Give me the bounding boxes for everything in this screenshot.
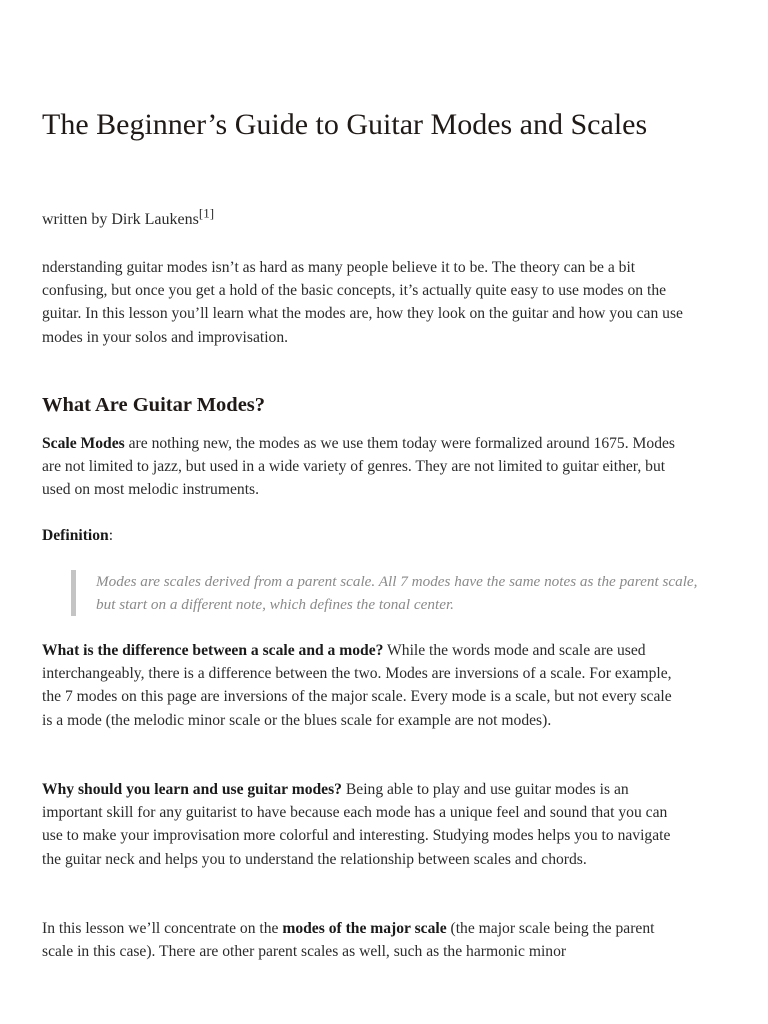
page-title: The Beginner’s Guide to Guitar Modes and Scales xyxy=(42,108,648,141)
scale-modes-term: Scale Modes xyxy=(42,435,125,452)
why-text: Being able to play and use guitar modes is an important skill for any guitarist to have because each mode has a unique feel and sound that you can use to make your improvisation more colorful and interesting. Studying modes helps you to navigate the guitar neck and helps you to understand the relationship between scales and chords. xyxy=(42,781,671,868)
difference-paragraph xyxy=(42,639,684,732)
section-heading: What Are Guitar Modes? xyxy=(42,394,266,416)
intro-paragraph: nderstanding guitar modes isn’t as hard as many people believe it to be. The theory can be a bit confusing, but once you get a hold of the basic concepts, it’s actually quite easy to use modes on the guitar. In this lesson you’ll learn what the modes are, how they look on the guitar and how you can use modes in your solos and improvisation. xyxy=(42,259,683,346)
lesson-bold-term: modes of the major scale xyxy=(282,920,447,937)
scale-modes-paragraph xyxy=(42,432,684,502)
byline xyxy=(42,205,215,231)
lesson-paragraph xyxy=(42,917,684,963)
footnote-reference-link[interactable]: [1] xyxy=(198,205,215,221)
definition-colon: : xyxy=(108,527,114,544)
difference-text: While the words mode and scale are used interchangeably, there is a difference between the two. Modes are inversions of a scale. For example, the 7 modes on this page are inversions of the major scale. Every mode is a scale, but not every scale is a mode (the melodic minor scale or the blues scale for example are not modes). xyxy=(42,642,672,729)
lesson-text-before: In this lesson we’ll concentrate on the xyxy=(42,920,283,937)
definition-quote: Modes are scales derived from a parent scale. All 7 modes have the same notes as the parent scale, but start on a different note, which defines the tonal center. xyxy=(71,570,708,616)
why-paragraph xyxy=(42,778,684,871)
lesson-text-after: (the major scale being the parent scale in this case). There are other parent scales as well, such as the harmonic minor xyxy=(42,920,655,961)
scale-modes-text: are nothing new, the modes as we use them today were formalized around 1675. Modes are not limited to jazz, but used in a wide variety of genres. They are not limited to guitar either, but used on most melodic instruments. xyxy=(42,435,675,499)
definition-paragraph xyxy=(42,524,684,547)
definition-label: Definition xyxy=(42,527,109,544)
byline-text: written by Dirk Laukens xyxy=(42,211,199,228)
difference-question: What is the difference between a scale and a mode? xyxy=(42,642,384,659)
why-question: Why should you learn and use guitar modes? xyxy=(42,781,342,798)
